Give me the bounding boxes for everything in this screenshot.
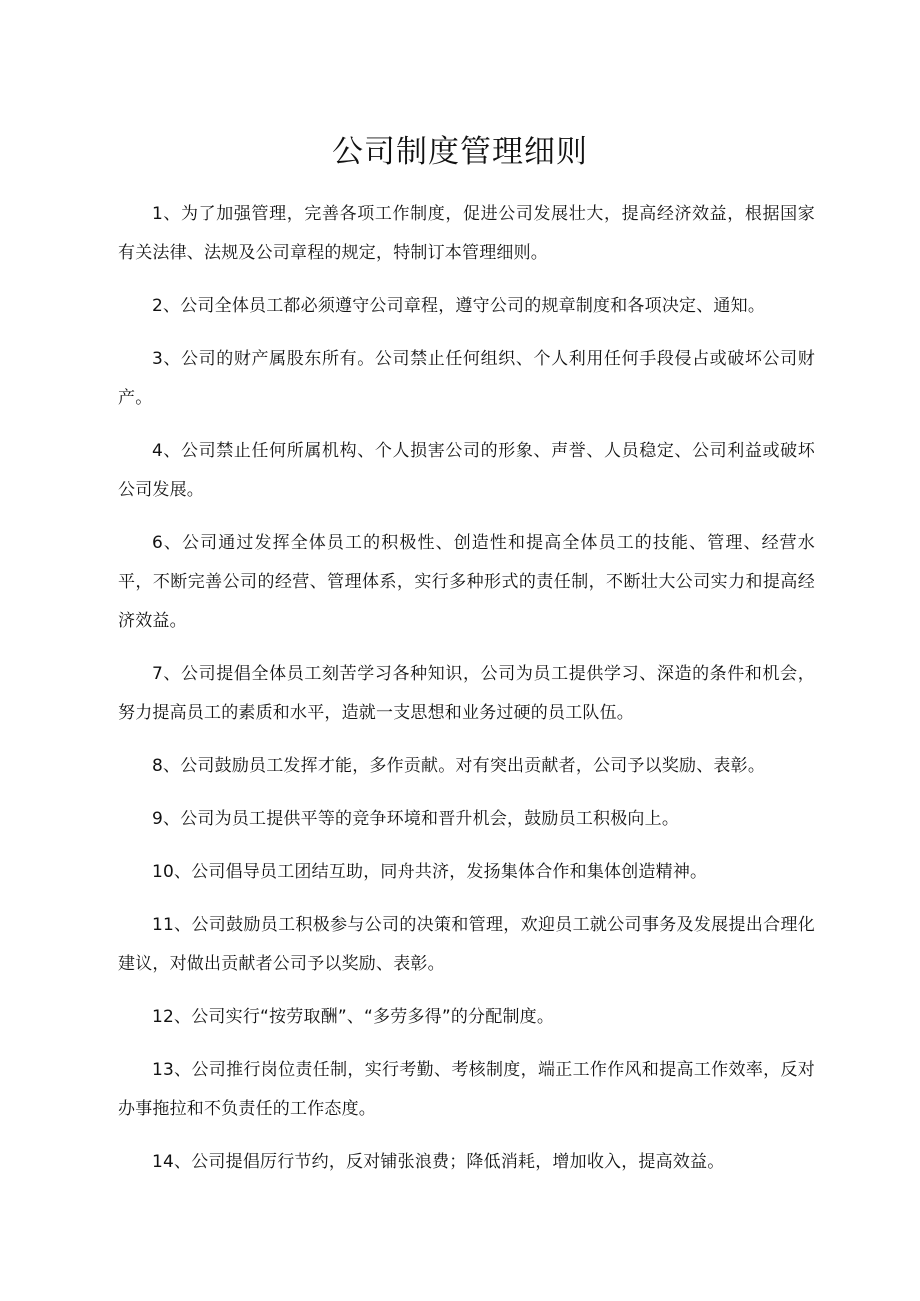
clause-14: 14、公司提倡厉行节约，反对铺张浪费；降低消耗，增加收入，提高效益。 (152, 1152, 725, 1172)
clause-9: 9、公司为员工提供平等的竞争环境和晋升机会，鼓励员工积极向上。 (152, 809, 680, 829)
clause-1: 1、为了加强管理，完善各项工作制度，促进公司发展壮大，提高经济效益，根据国家有关法律、法规及公司章程的规定，特制订本管理细则。 (118, 204, 815, 263)
clause-6: 6、公司通过发挥全体员工的积极性、创造性和提高全体员工的技能、管理、经营水平，不断完善公司的经营、管理体系，实行多种形式的责任制，不断壮大公司实力和提高经济效益。 (118, 533, 815, 631)
clause-3: 3、公司的财产属股东所有。公司禁止任何组织、个人利用任何手段侵占或破坏公司财产。 (118, 349, 815, 408)
clause-4: 4、公司禁止任何所属机构、个人损害公司的形象、声誉、人员稳定、公司利益或破坏公司发展。 (118, 441, 815, 500)
clause-7: 7、公司提倡全体员工刻苦学习各种知识，公司为员工提供学习、深造的条件和机会，努力提高员工的素质和水平，造就一支思想和业务过硬的员工队伍。 (118, 664, 815, 723)
clause-8: 8、公司鼓励员工发挥才能，多作贡献。对有突出贡献者，公司予以奖励、表彰。 (152, 756, 766, 776)
clause-12: 12、公司实行“按劳取酬”、“多劳多得”的分配制度。 (152, 1007, 555, 1027)
clause-11: 11、公司鼓励员工积极参与公司的决策和管理，欢迎员工就公司事务及发展提出合理化建议，对做出贡献者公司予以奖励、表彰。 (118, 915, 815, 974)
clause-13: 13、公司推行岗位责任制，实行考勤、考核制度，端正工作作风和提高工作效率，反对办事拖拉和不负责任的工作态度。 (118, 1060, 815, 1119)
clause-list (118, 195, 815, 1196)
clause-2: 2、公司全体员工都必须遵守公司章程，遵守公司的规章制度和各项决定、通知。 (152, 296, 766, 316)
page-title: 公司制度管理细则 (332, 134, 588, 170)
clause-10: 10、公司倡导员工团结互助，同舟共济，发扬集体合作和集体创造精神。 (152, 862, 708, 882)
